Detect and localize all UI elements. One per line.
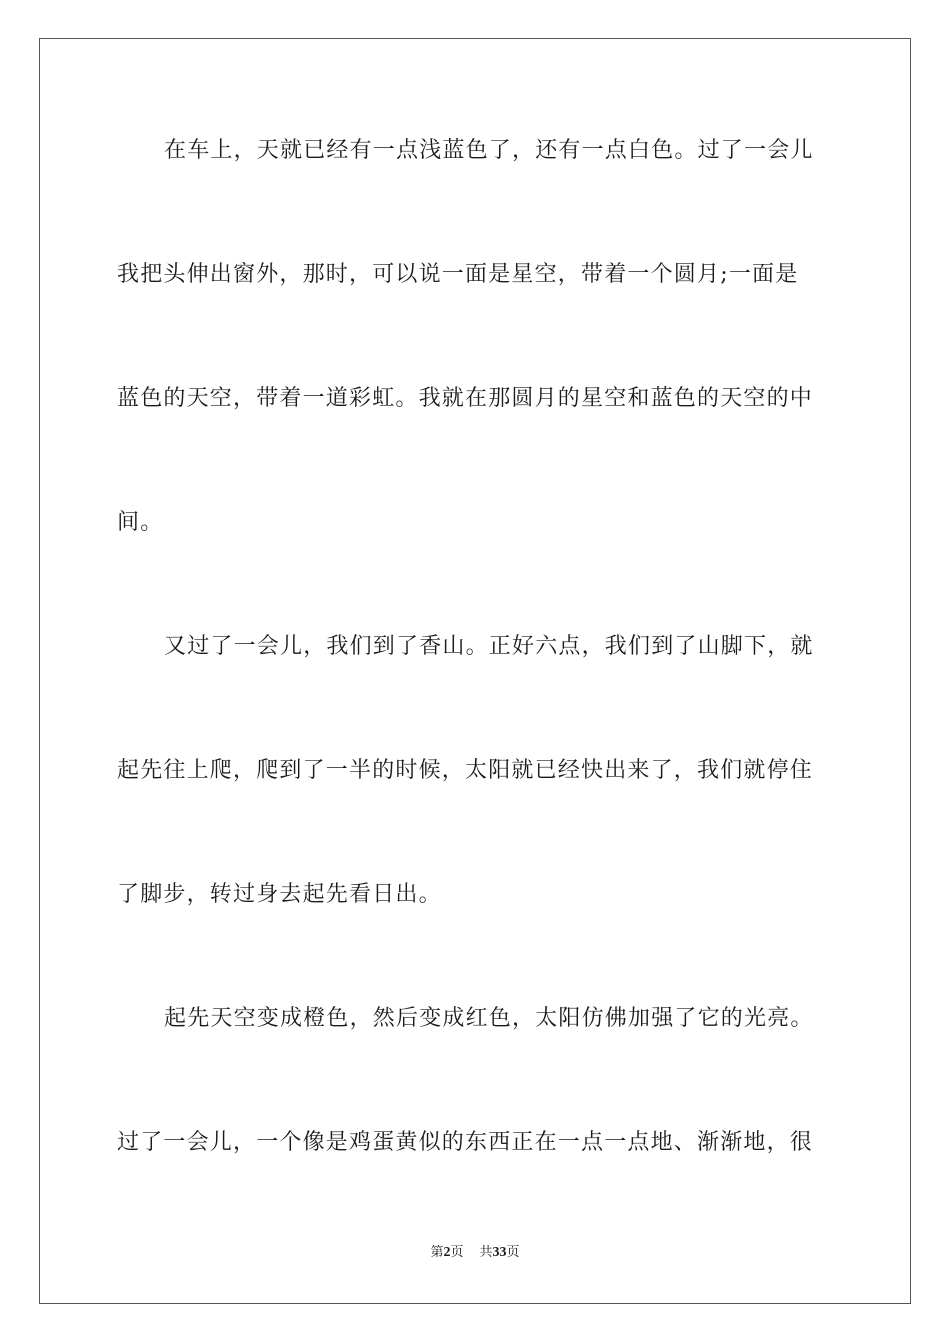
page-prefix: 第 — [430, 1245, 444, 1260]
page-border — [39, 38, 911, 1304]
paragraph-2-line-1: 又过了一会儿，我们到了香山。正好六点，我们到了山脚下，就 — [164, 634, 814, 659]
paragraph-2-line-3: 了脚步，转过身去起先看日出。 — [117, 882, 442, 907]
page-footer — [0, 1244, 950, 1262]
page-suffix: 页 — [450, 1245, 464, 1260]
paragraph-1-line-3: 蓝色的天空，带着一道彩虹。我就在那圆月的星空和蓝色的天空的中 — [117, 386, 814, 411]
total-prefix: 共 — [479, 1245, 493, 1260]
page-number: 2 — [443, 1245, 451, 1260]
total-pages: 33 — [492, 1245, 507, 1260]
paragraph-1-line-2: 我把头伸出窗外，那时，可以说一面是星空，带着一个圆月;一面是 — [117, 262, 799, 287]
paragraph-3-line-2: 过了一会儿，一个像是鸡蛋黄似的东西正在一点一点地、渐渐地，很 — [117, 1130, 814, 1155]
total-suffix: 页 — [506, 1245, 520, 1260]
paragraph-3-line-1: 起先天空变成橙色，然后变成红色，太阳仿佛加强了它的光亮。 — [164, 1006, 814, 1031]
paragraph-1-line-4: 间。 — [117, 510, 164, 535]
paragraph-1-line-1: 在车上，天就已经有一点浅蓝色了，还有一点白色。过了一会儿 — [164, 138, 814, 163]
paragraph-2-line-2: 起先往上爬，爬到了一半的时候，太阳就已经快出来了，我们就停住 — [117, 758, 814, 783]
